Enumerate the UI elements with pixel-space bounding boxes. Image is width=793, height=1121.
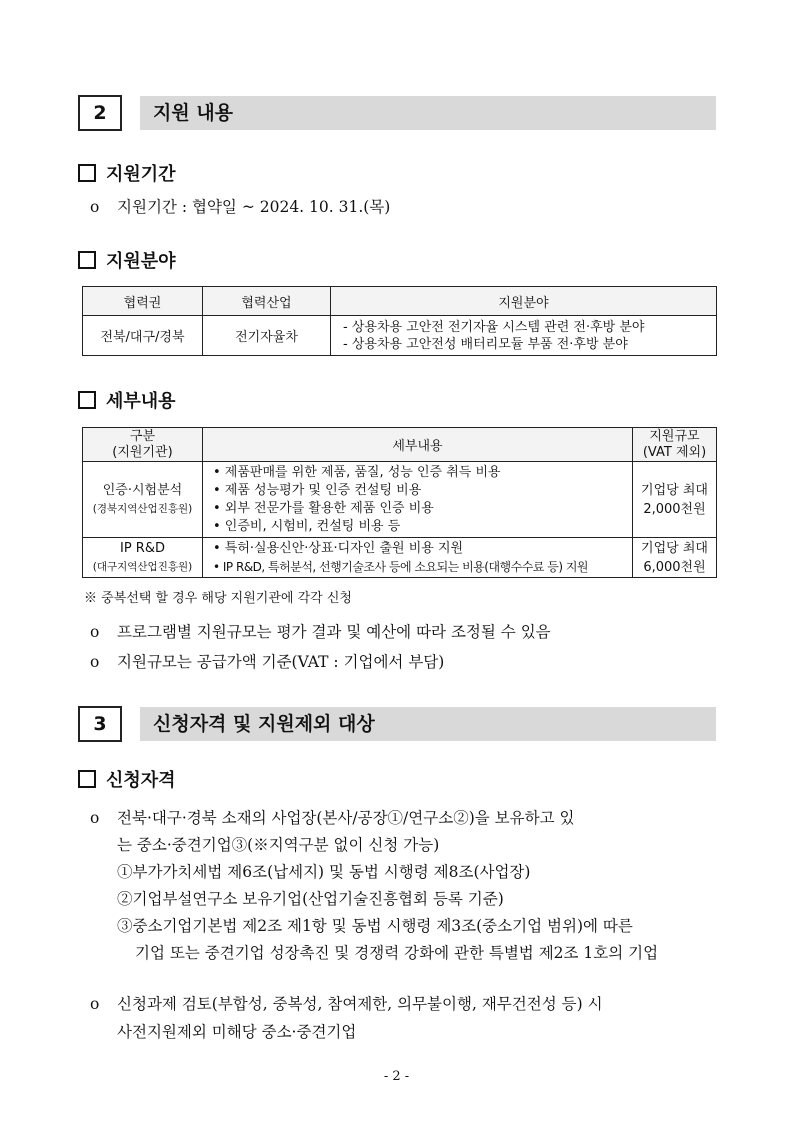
- table-cell-fields: - 상용차용 고안전 전기자율 시스템 관련 전·후방 분야 - 상용차용 고안전성 배터리모듈 부품 전·후방 분야: [331, 316, 717, 356]
- table-cell-content: • 제품판매를 위한 제품, 품질, 성능 인증 취득 비용 • 제품 성능평가 및 인증 컨설팅 비용 • 외부 전문가를 활용한 제품 인증 비용 • 인증비, 시험비, 컨설팅 비용 등: [203, 462, 633, 538]
- table-cell-category: 인증·시험분석 (경북지역산업진흥원): [83, 462, 203, 538]
- subheading-detail: 세부내용: [78, 387, 176, 413]
- table-header-category: 구분 (지원기관): [83, 428, 203, 462]
- page-number: - 2 -: [383, 1069, 410, 1084]
- table-cell-content: • 특허·실용신안·상표·디자인 출원 비용 지원 • IP R&D, 특허분석, 선행기술조사 등에 소요되는 비용(대행수수료 등) 지원: [203, 538, 633, 578]
- bullet-scale-basis: o 지원규모는 공급가액 기준(VAT : 기업에서 부담): [90, 653, 445, 671]
- subheading-period: 지원기간: [78, 160, 176, 186]
- section-number: 3: [78, 706, 122, 742]
- section-title: 신청자격 및 지원제외 대상: [140, 707, 716, 741]
- checkbox-square-icon: [78, 770, 96, 788]
- field-table: [82, 286, 717, 356]
- bullet-qualification: o 전북·대구·경북 소재의 사업장(본사/공장①/연구소②)을 보유하고 있 는 중소·중견기업③(※지역구분 없이 신청 가능) ①부가가치세법 제6조(납세지) 및 동법 시행령 제8조(사업장) ②기업부설연구소 보유기업(산업기술진흥협회 등록 기준) ③중소기업기본법 제2조 제1항 및 동법 시행령 제3조(중소기업 범위)에 따른 기업 또는 중견기업 성장촉진 및 경쟁력 강화에 관한 특별법 제2조 1호의 기업: [90, 809, 659, 962]
- table-header-content: 세부내용: [203, 428, 633, 462]
- subheading-field: 지원분야: [78, 247, 176, 273]
- table-note: ※ 중복선택 할 경우 해당 지원기관에 각각 신청: [84, 591, 352, 606]
- table-header: 협력권: [83, 287, 203, 316]
- checkbox-square-icon: [78, 391, 96, 409]
- table-cell-scale: 기업당 최대 6,000천원: [633, 538, 717, 578]
- bullet-exclusion: o 신청과제 검토(부합성, 중복성, 참여제한, 의무불이행, 재무건전성 등) 시 사전지원제외 미해당 중소·중견기업: [90, 995, 603, 1041]
- bullet-period: o 지원기간 : 협약일 ~ 2024. 10. 31.(목): [90, 198, 391, 216]
- section-number: 2: [78, 95, 122, 131]
- checkbox-square-icon: [78, 251, 96, 269]
- table-cell-industry: 전기자율차: [203, 316, 331, 356]
- detail-table: [82, 427, 717, 578]
- table-header: 협력산업: [203, 287, 331, 316]
- table-header-scale: 지원규모 (VAT 제외): [633, 428, 717, 462]
- bullet-scale-adjust: o 프로그램별 지원규모는 평가 결과 및 예산에 따라 조정될 수 있음: [90, 623, 551, 641]
- section-title: 지원 내용: [140, 96, 716, 130]
- subheading-qualification: 신청자격: [78, 766, 176, 792]
- table-cell-region: 전북/대구/경북: [83, 316, 203, 356]
- table-cell-scale: 기업당 최대 2,000천원: [633, 462, 717, 538]
- checkbox-square-icon: [78, 164, 96, 182]
- table-cell-category: IP R&D (대구지역산업진흥원): [83, 538, 203, 578]
- table-header: 지원분야: [331, 287, 717, 316]
